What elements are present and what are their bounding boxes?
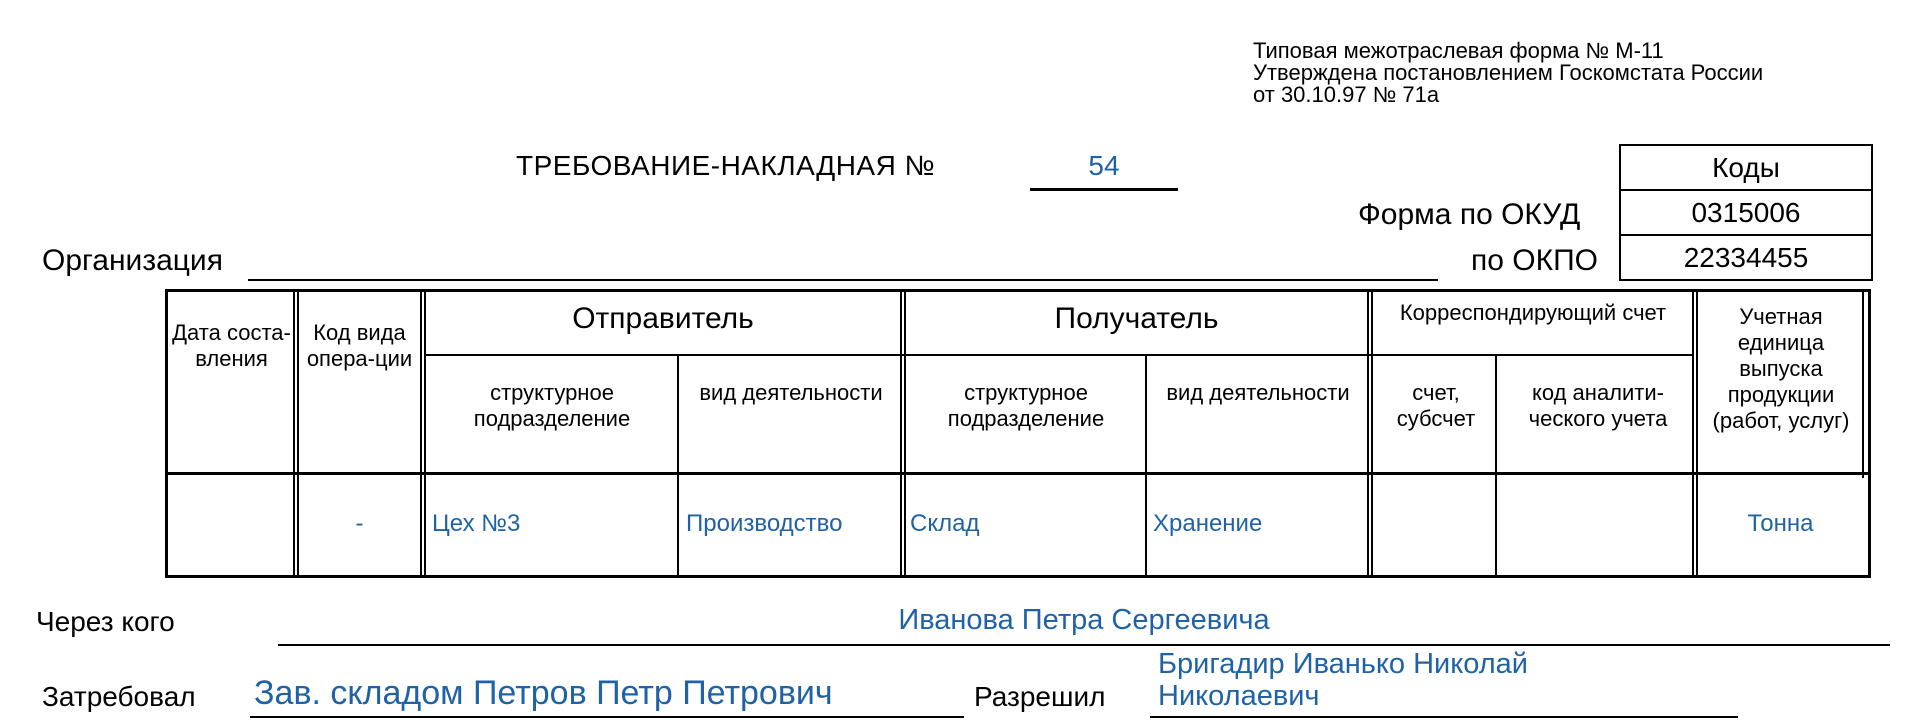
document-title: ТРЕБОВАНИЕ-НАКЛАДНАЯ № <box>516 150 936 181</box>
allowed-value[interactable] <box>1158 648 1528 712</box>
header-operation-code: Код вида опера-ции <box>306 320 413 371</box>
header-analytic-code: код аналити-ческого учета <box>1528 380 1668 431</box>
cell-sender-unit[interactable]: Цех №3 <box>432 510 521 537</box>
header-corr-account: Корреспондирующий счет <box>1399 300 1667 325</box>
header-sender: Отправитель <box>572 302 754 335</box>
requested-value[interactable]: Зав. складом Петров Петр Петрович <box>254 674 833 712</box>
document-number-underline <box>1030 188 1178 191</box>
requested-label: Затребовал <box>42 681 196 712</box>
cell-receiver-unit[interactable]: Склад <box>910 510 980 537</box>
codes-box <box>1619 144 1877 281</box>
form-approval-header <box>1253 40 1763 106</box>
cell-sender-activity[interactable]: Производство <box>686 510 843 537</box>
cell-accounting-unit[interactable]: Тонна <box>1747 510 1814 537</box>
allowed-value-line2: Николаевич <box>1158 680 1320 712</box>
allowed-value-line1: Бригадир Иванько Николай <box>1158 648 1529 680</box>
allowed-field-line <box>1150 716 1738 718</box>
organization-label: Организация <box>42 244 223 277</box>
through-label: Через кого <box>36 606 175 637</box>
header-account-subaccount: счет, субсчет <box>1396 380 1476 431</box>
document-number[interactable]: 54 <box>1088 150 1120 181</box>
header-accounting-unit: Учетная единица выпуска продукции (работ, услуг) <box>1712 304 1850 433</box>
okud-value[interactable]: 0315006 <box>1619 189 1873 236</box>
header-sender-unit: структурное подразделение <box>473 380 631 431</box>
table-row <box>165 474 1871 578</box>
form-type-line: Типовая межотраслевая форма № М-11 <box>1253 38 1664 63</box>
header-date: Дата соста-вления <box>172 320 291 371</box>
requisition-table-header <box>165 289 1871 475</box>
okud-label: Форма по ОКУД <box>1358 198 1581 231</box>
requested-field-line <box>250 716 964 718</box>
through-value[interactable]: Иванова Петра Сергеевича <box>898 604 1270 636</box>
through-field-line <box>278 644 1890 646</box>
form-approval-line: Утверждена постановлением Госкомстата России <box>1253 60 1764 85</box>
cell-receiver-activity[interactable]: Хранение <box>1153 510 1263 537</box>
header-receiver-unit: структурное подразделение <box>947 380 1105 431</box>
okpo-value[interactable]: 22334455 <box>1619 234 1873 281</box>
form-date-line: от 30.10.97 № 71а <box>1253 82 1440 107</box>
organization-field[interactable] <box>248 279 1438 281</box>
codes-header: Коды <box>1619 144 1873 191</box>
cell-operation-code[interactable]: - <box>355 510 364 537</box>
header-sender-activity: вид деятельности <box>699 380 883 405</box>
okpo-label: по ОКПО <box>1471 244 1598 277</box>
header-receiver-activity: вид деятельности <box>1166 380 1350 405</box>
allowed-label: Разрешил <box>974 681 1106 712</box>
header-receiver: Получатель <box>1054 302 1219 335</box>
